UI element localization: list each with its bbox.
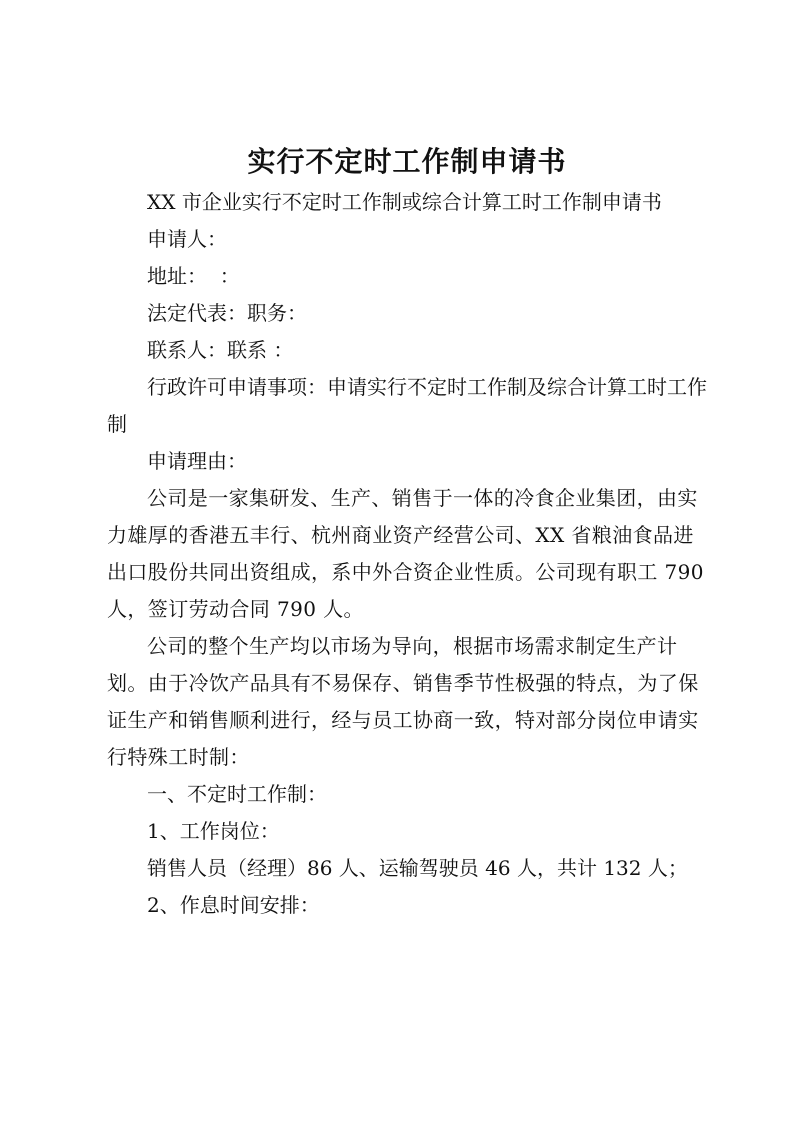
production-reason-paragraph: 公司的整个生产均以市场为导向，根据市场需求制定生产计划。由于冷饮产品具有不易保存、销售季节性极强的特点，为了保证生产和销售顺利进行，经与员工协商一致，特对部分岗位申请实行特殊工时制： (107, 634, 699, 769)
application-reason-heading: 申请理由： (147, 449, 247, 473)
address-line: 地址： ： (147, 264, 240, 288)
legal-representative-line: 法定代表：职务： (147, 301, 307, 325)
document-title: 实行不定时工作制申请书 (247, 145, 567, 178)
application-item-paragraph: 行政许可申请事项：申请实行不定时工作制及综合计算工时工作制 (107, 375, 707, 436)
section-heading-irregular-hours: 一、不定时工作制： (147, 782, 327, 806)
subsection-job-positions: 1、工作岗位： (147, 819, 280, 843)
contact-line: 联系人：联系 ： (147, 338, 294, 362)
subtitle-paragraph: XX 市企业实行不定时工作制或综合计算工时工作制申请书 (147, 190, 662, 214)
applicant-line: 申请人： (147, 227, 227, 251)
subsection-schedule: 2、作息时间安排： (147, 893, 320, 917)
staff-count-paragraph: 销售人员（经理）86 人、运输驾驶员 46 人，共计 132 人； (147, 856, 688, 880)
document-content (107, 140, 711, 924)
company-description-paragraph: 公司是一家集研发、生产、销售于一体的冷食企业集团，由实力雄厚的香港五丰行、杭州商业资产经营公司、XX 省粮油食品进出口股份共同出资组成，系中外合资企业性质。公司现有职工 790 人，签订劳动合同 790 人。 (107, 486, 711, 621)
